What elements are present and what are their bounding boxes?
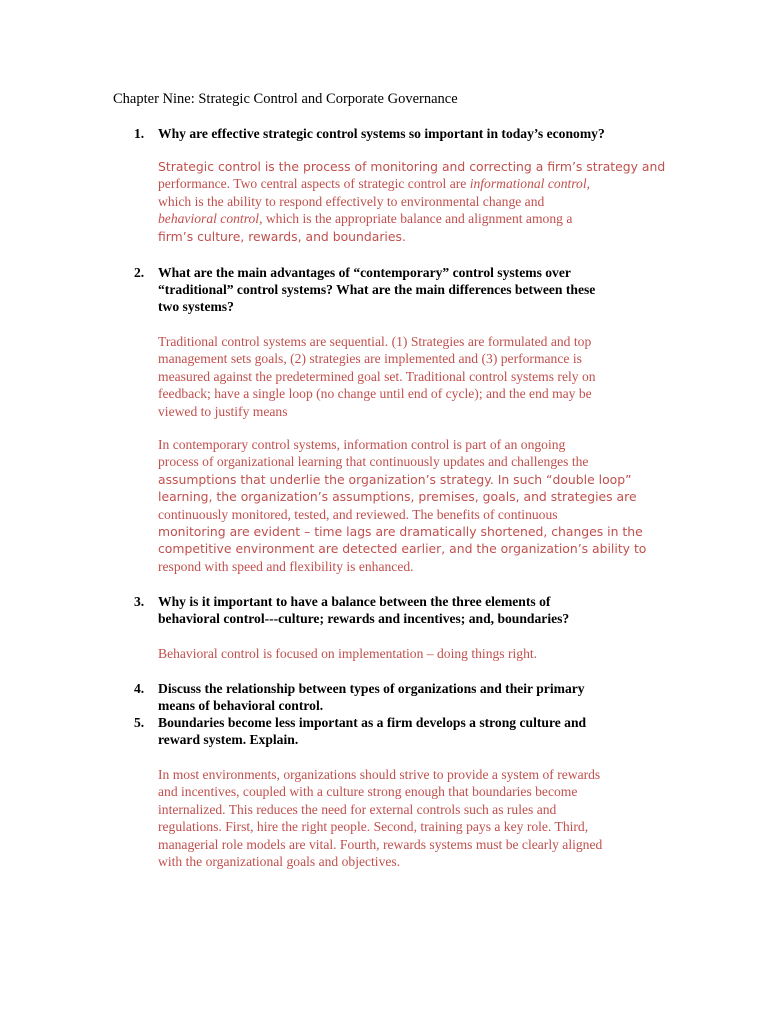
answer-line: measured against the predetermined goal set. Traditional control systems rely on — [158, 368, 596, 384]
emphasis-term: informational control — [469, 176, 587, 192]
answer-line: monitoring are evident – time lags are dramatically shortened, changes in the — [158, 524, 643, 540]
answer-line: viewed to justify means — [158, 403, 288, 419]
answer-text: performance. Two central aspects of strategic control are — [158, 176, 470, 192]
answer-1 — [158, 158, 666, 245]
answer-line: and incentives, coupled with a culture strong enough that boundaries become — [158, 784, 578, 800]
answer-line: which is the ability to respond effectively to environmental change and — [158, 193, 545, 209]
answer-line: learning, the organization’s assumptions, premises, goals, and strategies are — [158, 489, 637, 505]
question-number: 5. — [134, 715, 145, 730]
question-number: 3. — [134, 594, 145, 609]
answer-3 — [158, 645, 658, 662]
question-text: means of behavioral control. — [158, 698, 324, 714]
answer-line: firm’s culture, rewards, and boundaries. — [158, 228, 406, 244]
answer-2-traditional — [158, 333, 658, 420]
answer-line: respond with speed and flexibility is enhanced. — [158, 558, 414, 574]
answer-text: , which is the appropriate balance and alignment among a — [259, 211, 573, 227]
question-number: 1. — [134, 126, 145, 141]
answer-line — [158, 175, 658, 192]
question-text: reward system. Explain. — [158, 732, 299, 748]
answer-line: Behavioral control is focused on implementation – doing things right. — [158, 646, 538, 661]
question-4 — [134, 680, 658, 714]
question-text: “traditional” control systems? What are the main differences between these — [158, 282, 596, 298]
answer-5 — [158, 766, 658, 870]
answer-line: managerial role models are vital. Fourth, rewards systems must be clearly aligned — [158, 836, 603, 852]
answer-line: feedback; have a single loop (no change until end of cycle); and the end may be — [158, 386, 592, 402]
answer-line: In most environments, organizations should strive to provide a system of rewards — [158, 767, 601, 782]
answer-line: continuously monitored, tested, and reviewed. The benefits of continuous — [158, 506, 558, 522]
answer-line: with the organizational goals and objectives. — [158, 854, 401, 870]
answer-line: Strategic control is the process of monitoring and correcting a firm’s strategy and — [158, 159, 666, 174]
question-1 — [134, 125, 658, 142]
question-number: 2. — [134, 265, 145, 280]
question-text: Boundaries become less important as a firm develops a strong culture and — [158, 715, 587, 730]
question-5 — [134, 714, 658, 748]
answer-line: In contemporary control systems, information control is part of an ongoing — [158, 437, 566, 452]
question-text: behavioral control---culture; rewards and incentives; and, boundaries? — [158, 611, 570, 627]
question-text: Discuss the relationship between types of organizations and their primary — [158, 681, 585, 696]
answer-line: Traditional control systems are sequential. (1) Strategies are formulated and top — [158, 334, 592, 349]
answer-line: internalized. This reduces the need for external controls such as rules and — [158, 801, 557, 817]
question-number: 4. — [134, 681, 145, 696]
answer-line: management sets goals, (2) strategies are implemented and (3) performance is — [158, 351, 582, 367]
answer-line — [158, 210, 658, 227]
question-text: Why are effective strategic control systems so important in today’s economy? — [158, 126, 605, 141]
answer-line: assumptions that underlie the organization’s strategy. In such “double loop” — [158, 471, 632, 487]
question-text: two systems? — [158, 299, 234, 315]
answer-text: , — [586, 176, 591, 192]
page-title: Chapter Nine: Strategic Control and Corporate Governance — [113, 91, 458, 107]
question-text: Why is it important to have a balance between the three elements of — [158, 594, 551, 609]
question-text: What are the main advantages of “contemporary” control systems over — [158, 265, 571, 280]
question-3 — [134, 593, 658, 627]
answer-line: process of organizational learning that continuously updates and challenges the — [158, 454, 589, 470]
answer-2-contemporary — [158, 436, 658, 575]
answer-line: competitive environment are detected earlier, and the organization’s ability to — [158, 541, 647, 557]
emphasis-term: behavioral control — [158, 211, 260, 227]
question-2 — [134, 264, 658, 316]
answer-line: regulations. First, hire the right people. Second, training pays a key role. Third, — [158, 819, 589, 835]
